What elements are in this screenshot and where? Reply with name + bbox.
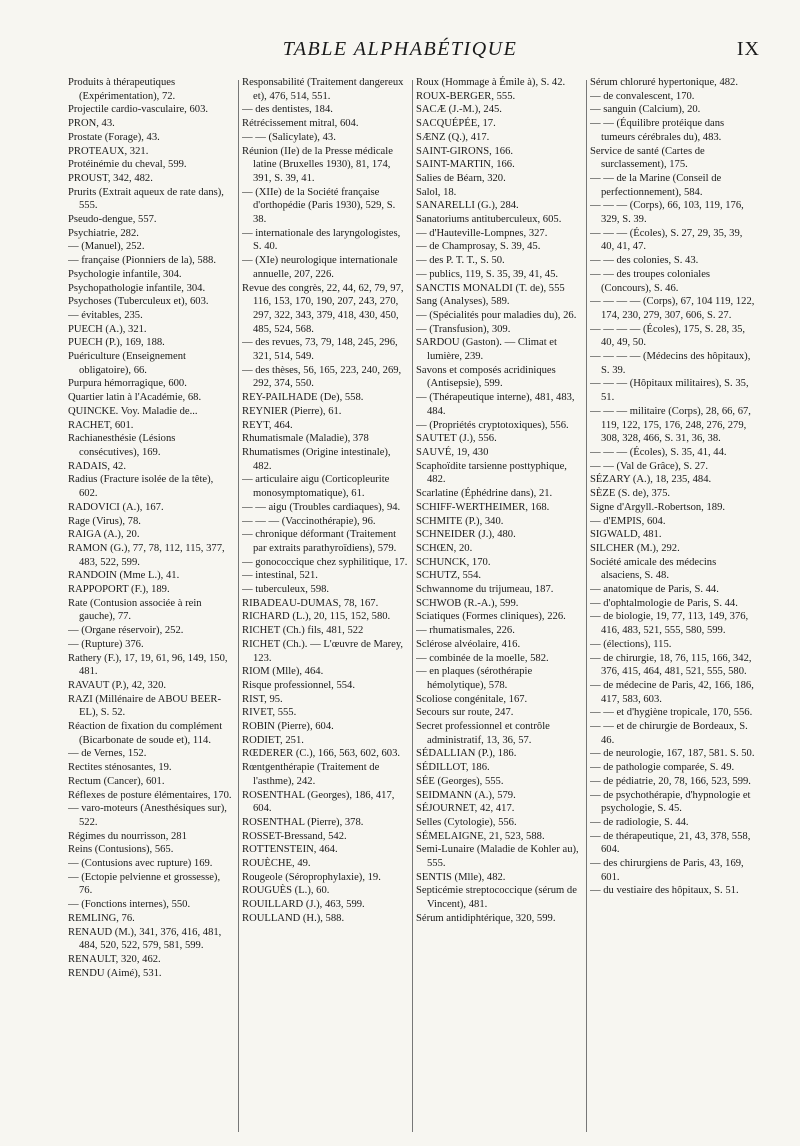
index-entry: Rachianesthésie (Lésions consécutives), 169. [68, 433, 176, 458]
index-entry: — chronique déformant (Traitement par extraits parathyroïdiens), 579. [242, 529, 397, 554]
index-entry: Rhumatismale (Maladie), 378 [242, 433, 369, 445]
index-entry: Rate (Contusion associée à rein gauche), 77. [68, 597, 202, 623]
index-entry: ROULLAND (H.), 588. [242, 912, 345, 924]
index-entry: RENAULT, 320, 462. [68, 954, 161, 965]
index-entry: Rougeole (Séroprophylaxie), 19. [242, 871, 381, 883]
index-entry: REYNIER (Pierre), 61. [242, 405, 342, 417]
index-entry: — de pédiatrie, 20, 78, 166, 523, 599. [590, 775, 751, 787]
index-entry: Selles (Cytologie), 556. [416, 816, 517, 828]
index-entry: RADOVICI (A.), 167. [68, 501, 164, 513]
index-entry: — (élections), 115. [590, 638, 672, 650]
page-number: IX [736, 38, 760, 60]
index-entry: RICHARD (L.), 20, 115, 152, 580. [242, 611, 391, 623]
index-entry: Schwannome du trijumeau, 187. [416, 584, 554, 596]
index-entry: QUINCKE. Voy. Maladie de... [68, 405, 198, 417]
index-entry: — combinée de la moelle, 582. [416, 652, 549, 664]
index-entry: — — (Val de Grâce), S. 27. [590, 460, 708, 472]
index-entry: Psychoses (Tuberculeux et), 603. [68, 296, 209, 308]
index-entry: Rhumatismes (Origine intestinale), 482. [242, 446, 391, 472]
index-entry: ROSENTHAL (Pierre), 378. [242, 816, 364, 828]
index-entry: Rage (Virus), 78. [68, 515, 141, 527]
index-entry: — — — (Corps), 66, 103, 119, 176, 329, S. 39. [590, 200, 744, 226]
index-entry: RIST, 95. [242, 693, 283, 705]
index-entry: SACÆ (J.-M.), 245. [416, 104, 502, 116]
index-entry: Psychopathologie infantile, 304. [68, 282, 206, 294]
index-entry: — — — — (Corps), 67, 104 119, 122, 174, 230, 279, 307, 606, S. 27. [590, 296, 755, 321]
index-entry: Signe d'Argyll.-Robertson, 189. [590, 501, 726, 513]
index-entry: SEIDMANN (A.), 579. [416, 789, 516, 801]
index-entry: — — — (Hôpitaux militaires), S. 35, 51. [590, 378, 749, 404]
index-entry: — des dentistes, 184. [242, 104, 333, 116]
index-entry: RAIGA (A.), 20. [68, 529, 140, 541]
index-entry: SCHUNCK, 170. [416, 556, 491, 568]
index-entry: SANARELLI (G.), 284. [416, 200, 519, 212]
index-entry: Secret professionnel et contrôle administratif, 13, 36, 57. [416, 721, 550, 746]
index-entry: SCHIFF-WERTHEIMER, 168. [416, 501, 550, 513]
index-entry: PROTEAUX, 321. [68, 145, 149, 157]
index-entry: — — des troupes coloniales (Concours), S. 46. [590, 268, 711, 294]
index-entry: Régimes du nourrisson, 281 [68, 830, 187, 842]
index-entry: Risque professionnel, 554. [242, 679, 355, 691]
index-entry: RIVET, 555. [242, 707, 297, 719]
index-entry: Sérum antidiphtérique, 320, 599. [416, 912, 556, 924]
index-column-2 [242, 76, 408, 1136]
index-entry: SCHMITE (P.), 340. [416, 515, 504, 527]
index-entry: Rectites sténosantes, 19. [68, 762, 172, 774]
index-entry: — (Organe réservoir), 252. [68, 625, 184, 637]
index-entry: SCHŒN, 20. [416, 542, 473, 554]
index-entry: Service de santé (Cartes de surclassement), 175. [590, 145, 705, 171]
index-entry: — — (Salicylate), 43. [242, 131, 336, 143]
index-entry: — de Champrosay, S. 39, 45. [416, 241, 541, 253]
index-entry: — — — — (Médecins des hôpitaux), S. 39. [590, 351, 751, 376]
index-entry: SÉDALLIAN (P.), 186. [416, 748, 517, 760]
index-entry: Reins (Contusions), 565. [68, 844, 174, 856]
index-entry: — (Ectopie pelvienne et grossesse), 76. [68, 871, 221, 897]
index-entry: ROUGUÈS (L.), 60. [242, 885, 330, 897]
index-entry: RENDU (Aimé), 531. [68, 967, 162, 979]
index-entry: SIGWALD, 481. [590, 529, 662, 541]
index-entry: ROSSET-Bressand, 542. [242, 830, 347, 842]
index-entry: Protéinémie du cheval, 599. [68, 159, 187, 171]
index-entry: Puériculture (Enseignement obligatoire), 66. [68, 351, 186, 376]
index-entry: — internationale des laryngologistes, S. 40. [242, 227, 401, 253]
index-entry: SAINT-MARTIN, 166. [416, 159, 515, 171]
page-header [0, 0, 800, 60]
index-entry: Rectum (Cancer), 601. [68, 775, 165, 787]
index-entry: REY-PAILHADE (De), 558. [242, 392, 364, 404]
index-entry: — (Fonctions internes), 550. [68, 899, 191, 911]
index-entry: SÉZARY (A.), 18, 235, 484. [590, 474, 712, 486]
index-entry: Savons et composés acridiniques (Antisepsie), 599. [416, 364, 556, 390]
index-entry: ROUÈCHE, 49. [242, 858, 311, 870]
index-entry: — (Rupture) 376. [68, 638, 144, 650]
index-entry: — de neurologie, 167, 187, 581. S. 50. [590, 748, 755, 760]
index-entry: — — — — (Écoles), 175, S. 28, 35, 40, 49, 50. [590, 323, 746, 349]
index-entry: Société amicale des médecins alsaciens, S. 48. [590, 556, 717, 582]
index-entry: — évitables, 235. [68, 309, 143, 321]
index-entry: Sang (Analyses), 589. [416, 296, 510, 308]
index-entry: Scoliose congénitale, 167. [416, 693, 528, 705]
index-entry: Psychiatrie, 282. [68, 227, 139, 239]
index-entry: — intestinal, 521. [242, 570, 318, 582]
index-entry: ROUILLARD (J.), 463, 599. [242, 899, 365, 911]
index-entry: Scaphoïdite tarsienne posttyphique, 482. [416, 460, 567, 486]
index-entry: — (Transfusion), 309. [416, 323, 511, 335]
index-entry: RAMON (G.), 77, 78, 112, 115, 377, 483, 522, 599. [68, 542, 225, 568]
index-entry: — de thérapeutique, 21, 43, 378, 558, 604. [590, 830, 751, 856]
index-entry: — publics, 119, S. 35, 39, 41, 45. [416, 268, 559, 280]
index-entry: — de radiologie, S. 44. [590, 816, 689, 828]
index-entry: — en plaques (sérothérapie hémolytique), 578. [416, 666, 533, 691]
index-entry: Réflexes de posture élémentaires, 170. [68, 789, 232, 801]
index-entry: — — — (Écoles), S. 35, 41, 44. [590, 446, 727, 458]
index-entry: RODIET, 251. [242, 734, 304, 746]
index-entry: — — — (Écoles), S. 27, 29, 35, 39, 40, 41, 47. [590, 227, 743, 253]
index-entry: — (XIe) neurologique internationale annuelle, 207, 226. [242, 255, 398, 280]
index-entry: Rathery (F.), 17, 19, 61, 96, 149, 150, 481. [68, 652, 228, 678]
index-entry: REYT, 464. [242, 419, 293, 431]
index-entry: — gonococcique chez syphilitique, 17. [242, 556, 408, 568]
index-entry: RŒDERER (C.), 166, 563, 602, 603. [242, 748, 401, 760]
index-entry: RANDOIN (Mme L.), 41. [68, 570, 180, 582]
index-entry: RENAUD (M.), 341, 376, 416, 481, 484, 520, 522, 579, 581, 599. [68, 926, 222, 952]
index-entry: — (Contusions avec rupture) 169. [68, 858, 213, 870]
index-entry: — de convalescent, 170. [590, 90, 695, 102]
index-entry: — — — militaire (Corps), 28, 66, 67, 119, 122, 175, 176, 248, 276, 279, 308, 328, 466, S. 31, 36, 38. [590, 405, 751, 445]
index-entry: Secours sur route, 247. [416, 707, 514, 719]
index-entry: — de Vernes, 152. [68, 748, 147, 760]
index-entry: — (XIIe) de la Société française d'orthopédie (Paris 1930), 529, S. 38. [242, 186, 396, 226]
index-entry: SÆNZ (Q.), 417. [416, 131, 490, 143]
index-entry: Sciatiques (Formes cliniques), 226. [416, 611, 566, 623]
index-entry: Réunion (IIe) de la Presse médicale latine (Bruxelles 1930), 81, 174, 391, S. 39, 41. [242, 145, 393, 184]
index-entry: SACQUÉPÉE, 17. [416, 118, 496, 130]
index-entry: Sérum chloruré hypertonique, 482. [590, 77, 738, 88]
index-column-3 [416, 76, 582, 1136]
column-divider [238, 80, 239, 1132]
index-entry: PUECH (P.), 169, 188. [68, 337, 165, 349]
index-entry: SCHNEIDER (J.), 480. [416, 529, 516, 541]
index-entry: SCHWOB (R.-A.), 599. [416, 597, 519, 609]
index-entry: RACHET, 601. [68, 419, 134, 431]
column-divider [586, 80, 587, 1132]
index-entry: Septicémie streptococcique (sérum de Vincent), 481. [416, 885, 577, 911]
index-entry: — des revues, 73, 79, 148, 245, 296, 321, 514, 549. [242, 337, 398, 363]
index-entry: SÈZE (S. de), 375. [590, 488, 671, 500]
index-entry: PRON, 43. [68, 118, 115, 130]
index-entry: — — de la Marine (Conseil de perfectionnement), 584. [590, 172, 722, 198]
index-entry: — d'EMPIS, 604. [590, 515, 666, 527]
index-entry: Salol, 18. [416, 186, 457, 198]
index-column-1 [68, 76, 234, 1136]
index-entry: RIBADEAU-DUMAS, 78, 167. [242, 597, 379, 609]
index-entry: RAPPOPORT (F.), 189. [68, 584, 170, 596]
index-entry: SÉMELAIGNE, 21, 523, 588. [416, 830, 545, 842]
index-entry: — des thèses, 56, 165, 223, 240, 269, 292, 374, 550. [242, 364, 402, 390]
index-entry: SILCHER (M.), 292. [590, 542, 680, 554]
index-entry: — (Spécialités pour maladies du), 26. [416, 309, 577, 321]
index-entry: — — et d'hygiène tropicale, 170, 556. [590, 707, 753, 719]
index-entry: — (Propriétés cryptotoxiques), 556. [416, 419, 569, 431]
index-entry: — de biologie, 19, 77, 113, 149, 376, 416, 483, 521, 555, 580, 599. [590, 611, 749, 637]
index-entry: — de psychothérapie, d'hypnologie et psychologie, S. 45. [590, 789, 751, 815]
index-entry: — d'Hauteville-Lompnes, 327. [416, 227, 548, 239]
index-entry: Semi-Lunaire (Maladie de Kohler au), 555. [416, 844, 579, 870]
index-entry: — rhumatismales, 226. [416, 625, 515, 637]
index-entry: SENTIS (Mlle), 482. [416, 871, 506, 883]
index-entry: — des chirurgiens de Paris, 43, 169, 601. [590, 858, 744, 883]
index-entry: SCHUTZ, 554. [416, 570, 482, 582]
index-entry: Sanatoriums antituberculeux, 605. [416, 214, 562, 226]
index-entry: — — aigu (Troubles cardiaques), 94. [242, 501, 401, 513]
index-entry: Salies de Béarn, 320. [416, 172, 506, 184]
index-column-4 [590, 76, 756, 1136]
index-entry: — — et de chirurgie de Bordeaux, S. 46. [590, 721, 748, 746]
index-entry: Radius (Fracture isolée de la tête), 602. [68, 474, 214, 500]
running-title: TABLE ALPHABÉTIQUE [282, 38, 518, 60]
index-entry: Rœntgenthérapie (Traitement de l'asthme), 242. [242, 762, 380, 787]
index-entry: RIOM (Mlle), 464. [242, 666, 324, 678]
index-entry: Quartier latin à l'Académie, 68. [68, 392, 202, 404]
index-entry: Psychologie infantile, 304. [68, 268, 182, 280]
index-entry: — de médecine de Paris, 42, 166, 186, 417, 583, 603. [590, 679, 754, 705]
index-entry: Produits à thérapeutiques (Expérimentation), 72. [68, 77, 176, 102]
index-entry: REMLING, 76. [68, 912, 135, 924]
index-entry: SAINT-GIRONS, 166. [416, 145, 514, 157]
index-entry: — anatomique de Paris, S. 44. [590, 584, 719, 596]
index-entry: Projectile cardio-vasculaire, 603. [68, 104, 209, 116]
index-entry: Sclérose alvéolaire, 416. [416, 638, 521, 650]
index-entry: SÉE (Georges), 555. [416, 775, 504, 787]
index-entry: Roux (Hommage à Émile à), S. 42. [416, 77, 566, 88]
index-entry: PROUST, 342, 482. [68, 172, 153, 184]
index-entry: SAUTET (J.), 556. [416, 433, 497, 445]
index-entry: Scarlatine (Éphédrine dans), 21. [416, 488, 553, 500]
index-entry: SÉJOURNET, 42, 417. [416, 803, 515, 815]
index-entry: ROUX-BERGER, 555. [416, 90, 516, 102]
index-entry: — des P. T. T., S. 50. [416, 255, 505, 267]
index-entry: — (Manuel), 252. [68, 241, 145, 253]
index-entry: Pseudo-dengue, 557. [68, 214, 157, 226]
index-entry: SÉDILLOT, 186. [416, 762, 490, 774]
index-entry: Prostate (Forage), 43. [68, 131, 160, 143]
index-entry: ROTTENSTEIN, 464. [242, 844, 338, 856]
index-entry: — tuberculeux, 598. [242, 584, 330, 596]
index-entry: SANCTIS MONALDI (T. de), 555 [416, 282, 565, 294]
index-entry: Purpura hémorragique, 600. [68, 378, 187, 390]
index-entry: — articulaire aigu (Corticopleurite monosymptomatique), 61. [242, 474, 390, 500]
index-entry: — du vestiaire des hôpitaux, S. 51. [590, 885, 739, 897]
index-entry: — d'ophtalmologie de Paris, S. 44. [590, 597, 738, 609]
index-entry: ROSENTHAL (Georges), 186, 417, 604. [242, 789, 395, 815]
index-entry: Prurits (Extrait aqueux de rate dans), 555. [68, 186, 224, 212]
index-entry: — de pathologie comparée, S. 49. [590, 762, 735, 774]
index-entry: — — des colonies, S. 43. [590, 255, 699, 267]
index-entry: RAVAUT (P.), 42, 320. [68, 679, 167, 691]
index-entry: ROBIN (Pierre), 604. [242, 721, 334, 733]
index-entry: Réaction de fixation du complément (Bicarbonate de soude et), 114. [68, 721, 223, 746]
index-entry: — — (Équilibre protéique dans tumeurs cérébrales du), 483. [590, 118, 725, 143]
index-entry: — (Thérapeutique interne), 481, 483, 484. [416, 392, 575, 417]
index-entry: Responsabilité (Traitement dangereux et), 476, 514, 551. [242, 77, 404, 102]
index-entry: Revue des congrès, 22, 44, 62, 79, 97, 116, 153, 170, 190, 207, 243, 270, 297, 322, 343, 379, 418, 430, 450, 485, 524, 568. [242, 282, 404, 335]
index-entry: RAZI (Millénaire de ABOU BEER-EL), S. 52. [68, 693, 221, 719]
index-entry: SAUVÉ, 19, 430 [416, 446, 489, 458]
index-entry: — varo-moteurs (Anesthésiques sur), 522. [68, 803, 227, 828]
index-entry: Rétrécissement mitral, 604. [242, 118, 359, 130]
index-columns [68, 76, 782, 1136]
index-entry: — — — (Vaccinothérapie), 96. [242, 515, 376, 527]
index-entry: — de chirurgie, 18, 76, 115, 166, 342, 376, 415, 464, 481, 521, 555, 580. [590, 652, 752, 678]
index-entry: — française (Pionniers de la), 588. [68, 255, 216, 267]
column-divider [412, 80, 413, 1132]
index-entry: RICHET (Ch.). — L'œuvre de Marey, 123. [242, 638, 404, 664]
index-entry: — sanguin (Calcium), 20. [590, 104, 701, 116]
index-entry: RICHET (Ch.) fils, 481, 522 [242, 625, 364, 637]
index-entry: PUECH (A.), 321. [68, 323, 147, 335]
index-entry: SARDOU (Gaston). — Climat et lumière, 239. [416, 337, 557, 363]
index-entry: RADAIS, 42. [68, 460, 126, 472]
